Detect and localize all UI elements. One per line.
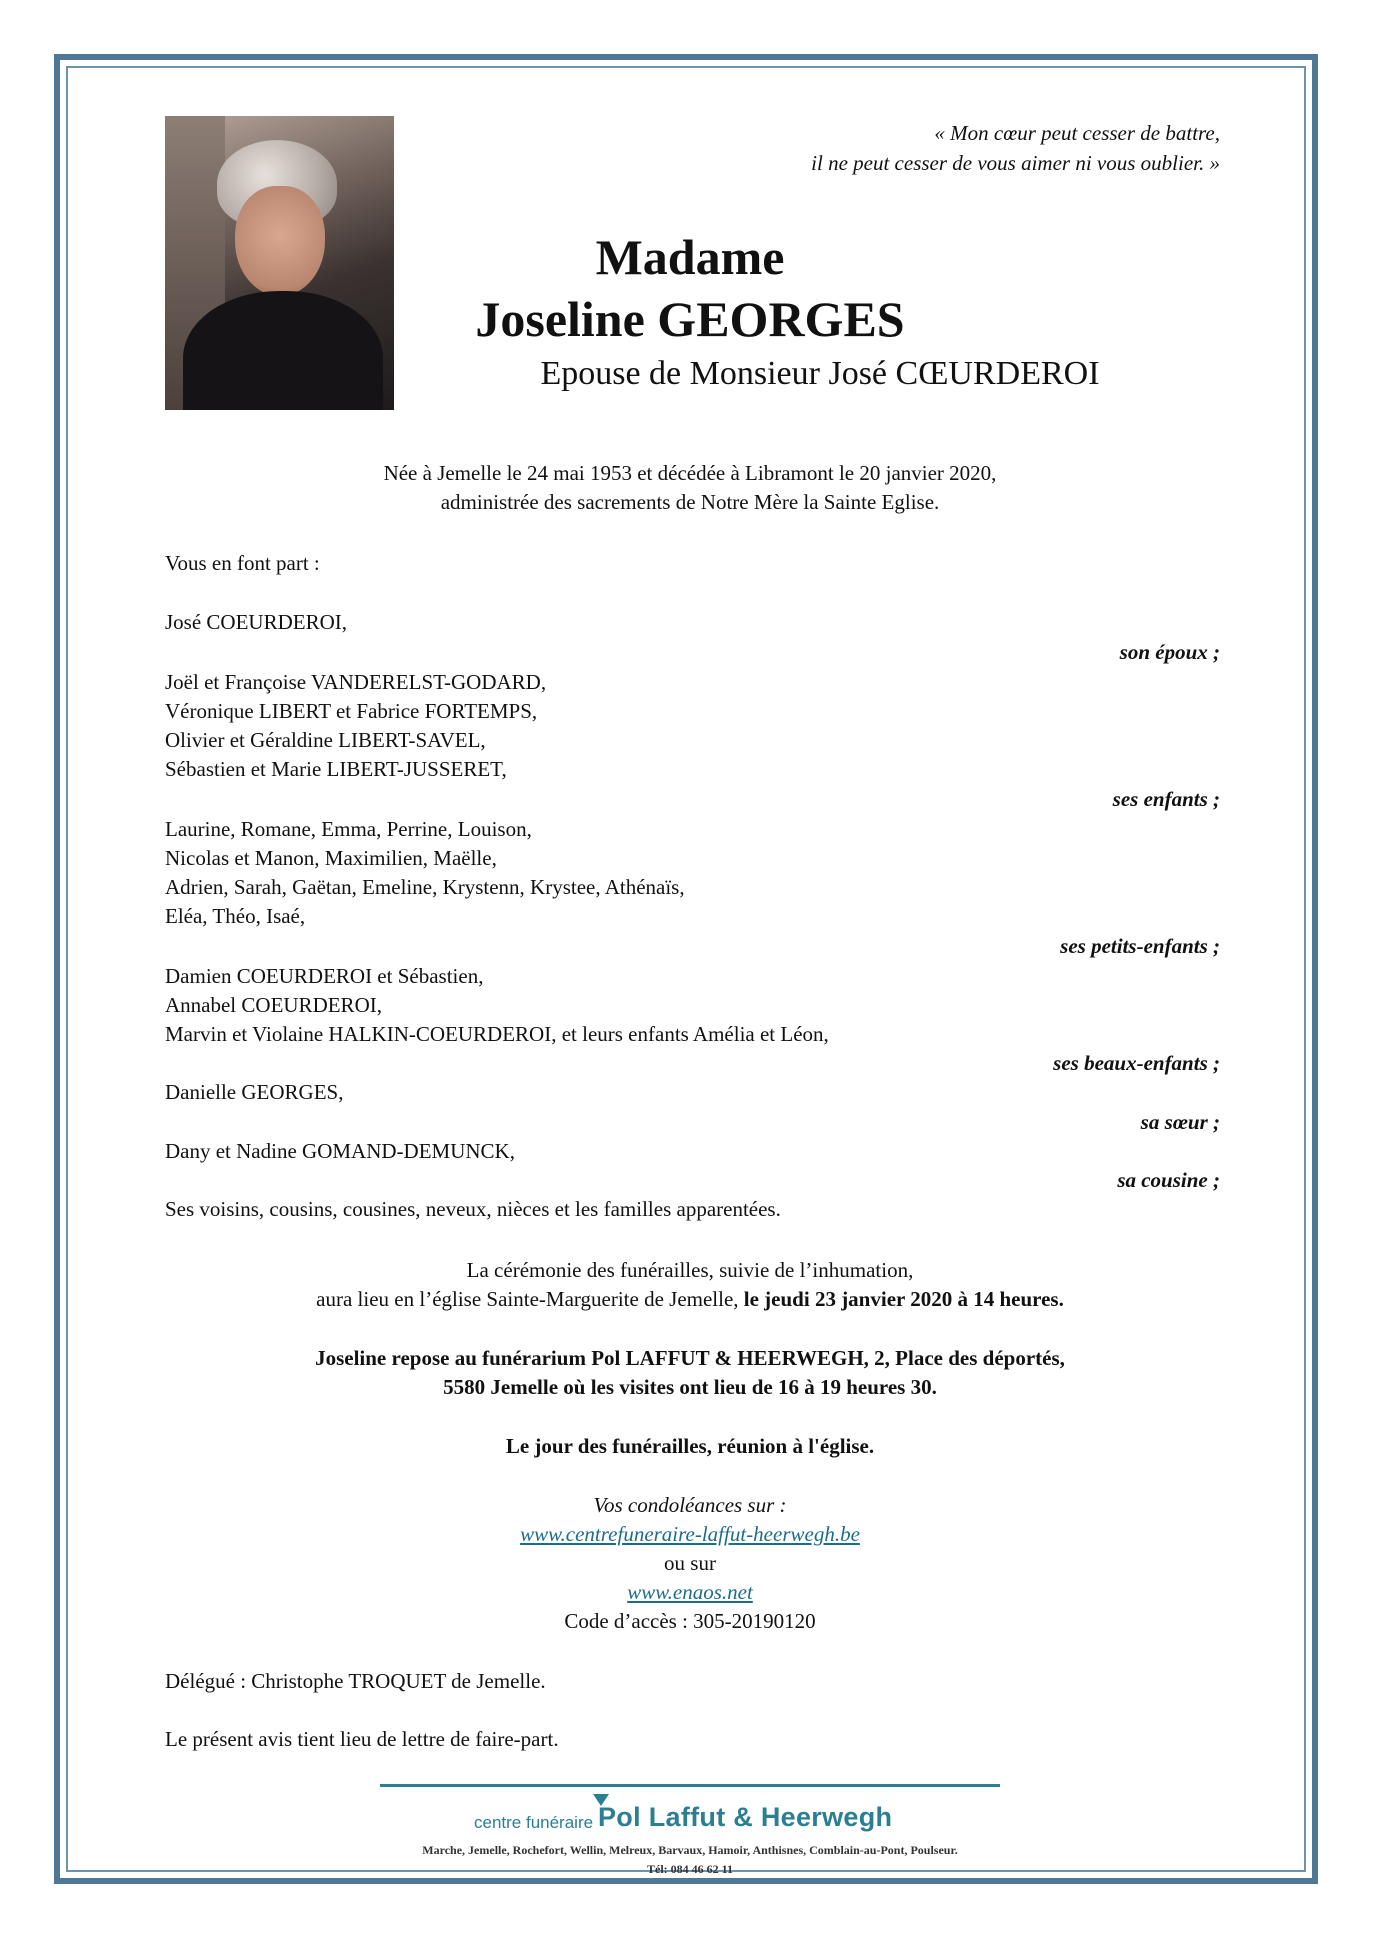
condolences-label: Vos condoléances sur : (593, 1493, 787, 1517)
family-grandchild-4: Eléa, Théo, Isaé, (165, 904, 306, 928)
family-sister: Danielle GEORGES, (165, 1080, 344, 1104)
family-grandchild-1: Laurine, Romane, Emma, Perrine, Louison, (165, 817, 532, 841)
intro-text: Vous en font part : (165, 551, 320, 575)
access-code: Code d’accès : 305-20190120 (564, 1609, 816, 1633)
footer-divider (380, 1784, 1000, 1787)
honorific-title: Madame (595, 229, 785, 285)
relation-cousin: sa cousine ; (1117, 1168, 1220, 1192)
family-child-1: Joël et Françoise VANDERELST-GODARD, (165, 670, 547, 694)
family-stepchild-2: Annabel COEURDEROI, (165, 993, 382, 1017)
spouse-line: Epouse de Monsieur José CŒURDEROI (540, 355, 1100, 392)
family-child-3: Olivier et Géraldine LIBERT-SAVEL, (165, 728, 486, 752)
relation-children: ses enfants ; (1112, 787, 1220, 811)
logo-name: Pol Laffut & Heerwegh (598, 1802, 893, 1832)
family-others: Ses voisins, cousins, cousines, neveux, nièces et les familles apparentées. (165, 1197, 781, 1221)
portrait-photo (165, 116, 394, 410)
family-child-4: Sébastien et Marie LIBERT-JUSSERET, (165, 757, 507, 781)
ceremony-line-2 (165, 1285, 1215, 1314)
meeting-note: Le jour des funérailles, réunion à l'église. (505, 1434, 875, 1458)
repose-line-1: Joseline repose au funérarium Pol LAFFUT & HEERWEGH, 2, Place des déportés, (315, 1346, 1065, 1370)
family-stepchild-1: Damien COEURDEROI et Sébastien, (165, 964, 484, 988)
condolences-or: ou sur (664, 1551, 716, 1575)
delegate-line: Délégué : Christophe TROQUET de Jemelle. (165, 1669, 546, 1693)
condolences-link-2-wrap (165, 1578, 1215, 1607)
family-grandchild-3: Adrien, Sarah, Gaëtan, Emeline, Krystenn, Krystee, Athénaïs, (165, 875, 685, 899)
ceremony-line-1: La cérémonie des funérailles, suivie de l’inhumation, (466, 1258, 914, 1282)
quote-line-1: « Mon cœur peut cesser de battre, (934, 121, 1220, 145)
relation-grandchildren: ses petits-enfants ; (1060, 934, 1220, 958)
repose-line-2: 5580 Jemelle où les visites ont lieu de 16 à 19 heures 30. (443, 1375, 937, 1399)
condolences-link-2[interactable]: www.enaos.net (627, 1580, 753, 1604)
logo-subtitle: centre funéraire (474, 1813, 594, 1832)
relation-spouse: son époux ; (1119, 640, 1220, 664)
logo-phone: Tél: 084 46 62 11 (647, 1862, 733, 1876)
family-spouse: José COEURDEROI, (165, 610, 347, 634)
family-child-2: Véronique LIBERT et Fabrice FORTEMPS, (165, 699, 538, 723)
quote-line-2: il ne peut cesser de vous aimer ni vous oublier. » (811, 151, 1220, 175)
family-cousin: Dany et Nadine GOMAND-DEMUNCK, (165, 1139, 515, 1163)
relation-stepchildren: ses beaux-enfants ; (1053, 1051, 1220, 1075)
notice-line: Le présent avis tient lieu de lettre de faire-part. (165, 1727, 559, 1751)
condolences-link-1[interactable]: www.centrefuneraire-laffut-heerwegh.be (520, 1522, 860, 1546)
family-stepchild-3: Marvin et Violaine HALKIN-COEURDEROI, et leurs enfants Amélia et Léon, (165, 1022, 829, 1046)
family-grandchild-2: Nicolas et Manon, Maximilien, Maëlle, (165, 846, 497, 870)
ceremony-location: aura lieu en l’église Sainte-Marguerite de Jemelle, (316, 1287, 744, 1311)
condolences-link-1-wrap (165, 1520, 1215, 1549)
relation-sister: sa sœur ; (1140, 1110, 1220, 1134)
epitaph-quote (811, 118, 1220, 178)
deceased-name: Joseline GEORGES (475, 291, 905, 347)
birth-death-line-1: Née à Jemelle le 24 mai 1953 et décédée à Libramont le 20 janvier 2020, (383, 461, 997, 485)
logo-cities: Marche, Jemelle, Rochefort, Wellin, Melreux, Barvaux, Hamoir, Anthisnes, Comblain-au-Pont, Poulseur. (422, 1843, 958, 1857)
ceremony-date: le jeudi 23 janvier 2020 à 14 heures. (743, 1287, 1064, 1311)
birth-death-line-2: administrée des sacrements de Notre Mère la Sainte Eglise. (440, 490, 940, 514)
